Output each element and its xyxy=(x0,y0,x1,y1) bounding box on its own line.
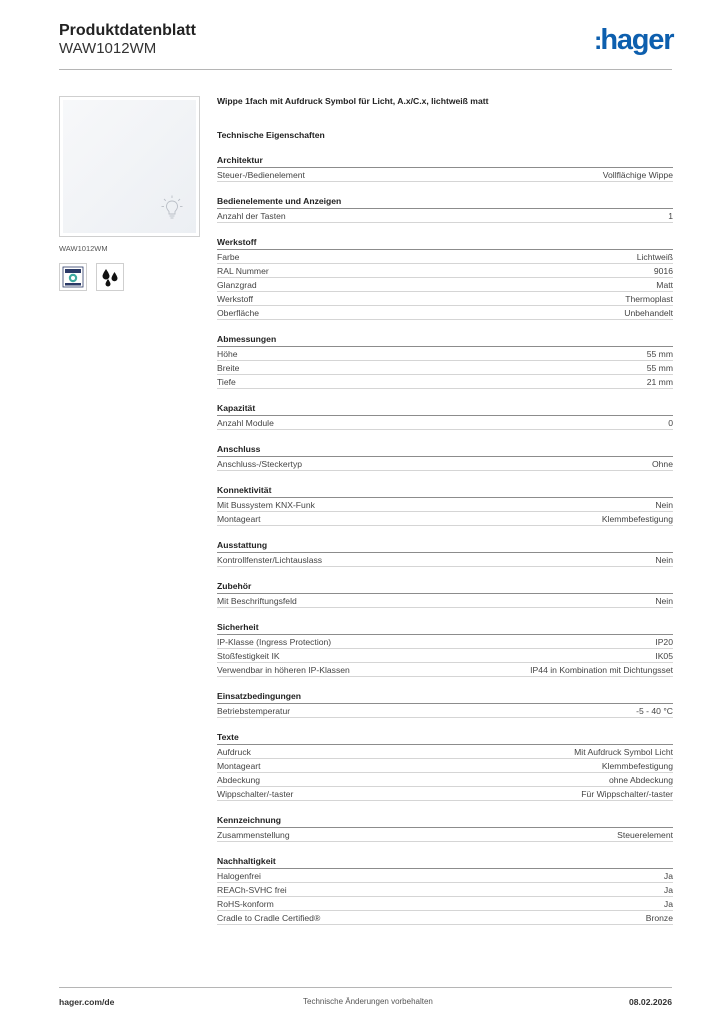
spec-section xyxy=(217,581,673,608)
footer-divider xyxy=(59,987,672,988)
product-image xyxy=(59,96,200,237)
spec-row xyxy=(217,869,673,883)
spec-label: IP-Klasse (Ingress Protection) xyxy=(217,637,332,647)
spec-row xyxy=(217,883,673,897)
product-description: Wippe 1fach mit Aufdruck Symbol für Licht, A.x/C.x, lichtweiß matt xyxy=(217,96,489,106)
spec-row xyxy=(217,911,673,925)
section-heading: Konnektivität xyxy=(217,485,673,498)
spec-value: Matt xyxy=(656,280,673,290)
spec-value: 1 xyxy=(668,211,673,221)
section-heading: Sicherheit xyxy=(217,622,673,635)
spec-label: Montageart xyxy=(217,761,261,771)
spec-value: Für Wippschalter/-taster xyxy=(581,789,673,799)
spec-value: Klemmbefestigung xyxy=(601,514,673,524)
section-heading: Zubehör xyxy=(217,581,673,594)
spec-label: Anzahl Module xyxy=(217,418,274,428)
spec-value: 9016 xyxy=(653,266,673,276)
spec-value: 55 mm xyxy=(646,363,673,373)
spec-value: IP20 xyxy=(655,637,673,647)
spec-label: Abdeckung xyxy=(217,775,261,785)
spec-row xyxy=(217,553,673,567)
spec-value: 21 mm xyxy=(646,377,673,387)
spec-label: Halogenfrei xyxy=(217,871,261,881)
spec-label: Werkstoff xyxy=(217,294,253,304)
spec-value: Ohne xyxy=(651,459,673,469)
spec-section xyxy=(217,815,673,842)
spec-label: Anschluss-/Steckertyp xyxy=(217,459,303,469)
spec-section xyxy=(217,155,673,182)
spec-label: Mit Beschriftungsfeld xyxy=(217,596,297,606)
spec-label: Montageart xyxy=(217,514,261,524)
cradle-to-cradle-badge xyxy=(59,263,87,291)
spec-value: Thermoplast xyxy=(625,294,673,304)
spec-section xyxy=(217,196,673,223)
spec-section xyxy=(217,856,673,925)
spec-row xyxy=(217,416,673,430)
image-caption: WAW1012WM xyxy=(59,244,108,253)
section-heading: Bedienelemente und Anzeigen xyxy=(217,196,673,209)
spec-row xyxy=(217,635,673,649)
spec-row xyxy=(217,292,673,306)
spec-row xyxy=(217,649,673,663)
section-heading: Kapazität xyxy=(217,403,673,416)
spec-label: Breite xyxy=(217,363,240,373)
spec-label: Tiefe xyxy=(217,377,236,387)
spec-value: Nein xyxy=(655,500,673,510)
spec-row xyxy=(217,498,673,512)
spec-row xyxy=(217,828,673,842)
section-heading: Werkstoff xyxy=(217,237,673,250)
header-divider xyxy=(59,69,672,70)
section-heading: Abmessungen xyxy=(217,334,673,347)
spec-row xyxy=(217,168,673,182)
spec-label: RoHS-konform xyxy=(217,899,274,909)
spec-row xyxy=(217,759,673,773)
spec-label: Höhe xyxy=(217,349,238,359)
spec-value: Mit Aufdruck Symbol Licht xyxy=(574,747,673,757)
spec-row xyxy=(217,787,673,801)
spec-row xyxy=(217,209,673,223)
spec-row xyxy=(217,250,673,264)
rocker-face xyxy=(63,100,196,233)
spec-value: 55 mm xyxy=(646,349,673,359)
spec-value: ohne Abdeckung xyxy=(608,775,673,785)
logo-text: hager xyxy=(600,24,674,56)
spec-label: Steuer-/Bedienelement xyxy=(217,170,305,180)
logo-dot: : xyxy=(594,27,601,55)
section-heading: Ausstattung xyxy=(217,540,673,553)
main-content xyxy=(217,96,673,925)
spec-row xyxy=(217,264,673,278)
footer-website-link[interactable]: hager.com/de xyxy=(59,997,115,1007)
spec-value: Unbehandelt xyxy=(624,308,673,318)
spec-value: IP44 in Kombination mit Dichtungsset xyxy=(530,665,673,675)
section-heading: Einsatzbedingungen xyxy=(217,691,673,704)
footer-disclaimer: Technische Änderungen vorbehalten xyxy=(303,997,433,1006)
spec-row xyxy=(217,347,673,361)
light-bulb-icon xyxy=(161,195,183,221)
spec-row xyxy=(217,897,673,911)
spec-label: Oberfläche xyxy=(217,308,260,318)
spec-label: Glanzgrad xyxy=(217,280,257,290)
spec-section xyxy=(217,691,673,718)
spec-section xyxy=(217,237,673,320)
hager-logo[interactable] xyxy=(594,24,673,57)
spec-row xyxy=(217,375,673,389)
document-title: Produktdatenblatt xyxy=(59,22,196,39)
spec-value: Nein xyxy=(655,596,673,606)
section-heading: Kennzeichnung xyxy=(217,815,673,828)
footer-date: 08.02.2026 xyxy=(628,997,672,1007)
spec-row xyxy=(217,361,673,375)
spec-section xyxy=(217,540,673,567)
spec-value: Steuerelement xyxy=(617,830,673,840)
section-heading: Texte xyxy=(217,732,673,745)
spec-label: Mit Bussystem KNX-Funk xyxy=(217,500,315,510)
article-number: WAW1012WM xyxy=(59,40,157,57)
water-protection-badge xyxy=(96,263,124,291)
spec-value: Vollflächige Wippe xyxy=(602,170,673,180)
spec-section xyxy=(217,444,673,471)
technical-properties-title: Technische Eigenschaften xyxy=(217,130,325,140)
spec-label: Farbe xyxy=(217,252,240,262)
spec-row xyxy=(217,663,673,677)
spec-label: Stoßfestigkeit IK xyxy=(217,651,280,661)
spec-label: Cradle to Cradle Certified® xyxy=(217,913,321,923)
spec-row xyxy=(217,745,673,759)
section-heading: Nachhaltigkeit xyxy=(217,856,673,869)
spec-row xyxy=(217,704,673,718)
cradle-to-cradle-certified-badge-icon xyxy=(62,266,84,288)
spec-value: Lichtweiß xyxy=(636,252,673,262)
spec-value: 0 xyxy=(668,418,673,428)
spec-row xyxy=(217,773,673,787)
spec-row xyxy=(217,594,673,608)
spec-row xyxy=(217,457,673,471)
spec-label: Zusammenstellung xyxy=(217,830,290,840)
spec-value: Ja xyxy=(663,871,673,881)
section-heading: Anschluss xyxy=(217,444,673,457)
spec-row xyxy=(217,306,673,320)
spec-value: Ja xyxy=(663,885,673,895)
spec-label: Aufdruck xyxy=(217,747,251,757)
spec-section xyxy=(217,622,673,677)
water-drops-icon xyxy=(99,266,121,288)
spec-label: Anzahl der Tasten xyxy=(217,211,286,221)
spec-sections xyxy=(217,155,673,925)
spec-value: Bronze xyxy=(645,913,673,923)
spec-value: Ja xyxy=(663,899,673,909)
spec-label: Betriebstemperatur xyxy=(217,706,291,716)
spec-section xyxy=(217,403,673,430)
spec-value: Klemmbefestigung xyxy=(601,761,673,771)
spec-label: Kontrollfenster/Lichtauslass xyxy=(217,555,323,565)
section-heading: Architektur xyxy=(217,155,673,168)
spec-value: Nein xyxy=(655,555,673,565)
spec-row xyxy=(217,278,673,292)
spec-label: RAL Nummer xyxy=(217,266,269,276)
spec-section xyxy=(217,732,673,801)
spec-label: Verwendbar in höheren IP-Klassen xyxy=(217,665,350,675)
spec-value: IK05 xyxy=(655,651,673,661)
spec-row xyxy=(217,512,673,526)
spec-value: -5 - 40 °C xyxy=(636,706,673,716)
spec-label: Wippschalter/-taster xyxy=(217,789,294,799)
spec-section xyxy=(217,334,673,389)
spec-label: REACh-SVHC frei xyxy=(217,885,287,895)
spec-section xyxy=(217,485,673,526)
